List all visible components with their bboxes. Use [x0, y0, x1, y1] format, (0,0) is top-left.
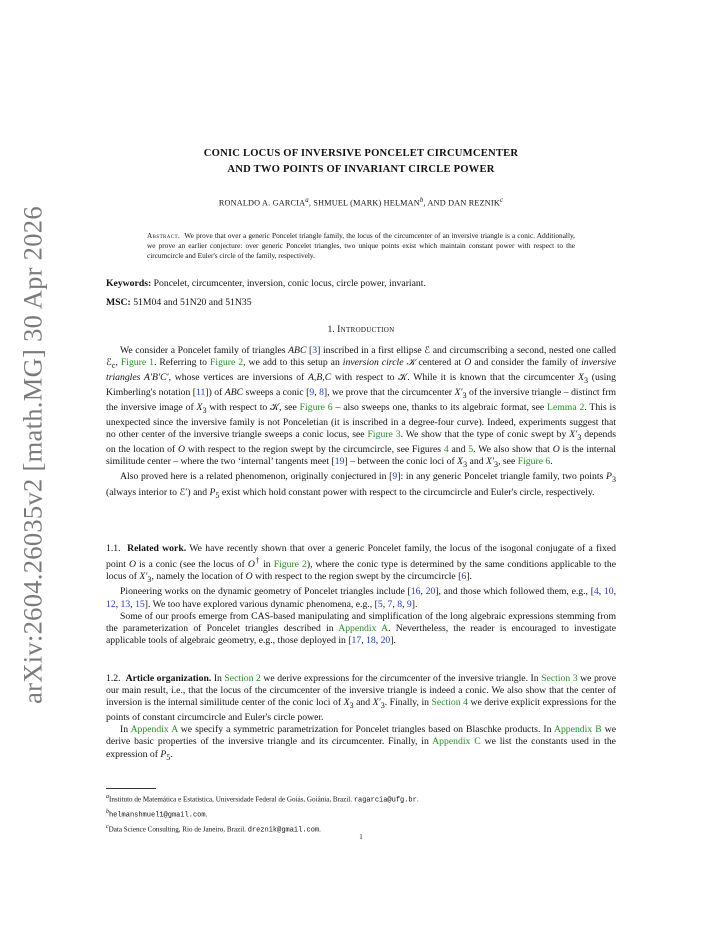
citation-link[interactable]: 15: [135, 598, 145, 610]
citation-link[interactable]: 3: [312, 345, 318, 356]
figure-4-link[interactable]: 4: [443, 444, 449, 456]
pioneering-paragraph: Pioneering works on the dynamic geometry of Poncelet triangles include [16, 20], and those which followed them, e.g., [4, 10, 12, 13, 15]. We too have explored various dynamic phenomena, e.g., [5, 7, 8, 9].: [106, 586, 617, 610]
msc-codes: [106, 297, 616, 308]
author-3-mark: c: [499, 197, 504, 204]
citation-link[interactable]: 9: [392, 471, 398, 483]
citation-link[interactable]: 11: [196, 387, 206, 399]
subsection-1-2-title: Article organization.: [125, 673, 212, 684]
footnote-rule: [106, 788, 156, 789]
lemma-2-link[interactable]: Lemma 2: [547, 402, 585, 414]
author-2: , SHMUEL (MARK) HELMAN: [308, 198, 420, 208]
figure-2-link[interactable]: Figure 2: [273, 559, 307, 571]
abstract-heading: Abstract.: [147, 231, 181, 240]
citation-link[interactable]: 6: [461, 571, 467, 583]
subsection-1-2-number: 1.2.: [106, 673, 121, 684]
citation-link[interactable]: 10: [603, 586, 614, 598]
organization-paragraph: 1.2. Article organization. In Section 2 we derive expressions for the circumcenter of the inversive triangle. In Section 3 we prove our main result, i.e., that the locus of the circumcenter of the inversive triangle is indeed a conic. We also show that the center of inversion is the internal similitude center of the conic loci of $X_3$ and $X'_3$. Finally, in Section 4 we derive explicit expressions for the points of constant circumcircle and Euler's circle power.: [106, 673, 616, 724]
email-link[interactable]: ragarcia@ufg.br: [353, 796, 417, 805]
section-1-number: 1.: [327, 324, 335, 335]
citation-link[interactable]: 13: [120, 598, 131, 610]
keywords-label: Keywords:: [106, 278, 152, 289]
related-work-body: [106, 543, 616, 647]
citation-link[interactable]: 12: [106, 598, 116, 610]
citation-link[interactable]: 4: [593, 586, 599, 598]
author-list: [106, 197, 616, 208]
email-link[interactable]: dreznik@gmail.com: [247, 826, 320, 835]
introduction-body: [106, 345, 616, 502]
citation-link[interactable]: 17: [351, 634, 362, 646]
footnotes: [106, 792, 616, 837]
footnote-a: $^a$Instituto de Matemática e Estatística, Universidade Federal de Goiás, Goiânia, Brazil. ragarcia@ufg.br.: [106, 794, 419, 805]
intro-paragraph-1: We consider a Poncelet family of triangles ABC [3] inscribed in a first ellipse ℰ and circumscribing a second, nested one called ℰ$_c$, Figure 1. Referring to Figure 2, we add to this setup an inversion circle 𝒦 centered at O and consider the family of inversive triangles A′B′C′, whose vertices are inversions of A,B,C with respect to 𝒦. While it is known that the circumcenter $X_3$ (using Kimberling's notation [11]) of ABC sweeps a conic [9, 8], we prove that the circumcenter $X'_3$ of the inversive triangle – distinct frm the inversive image of $X_3$ with respect to 𝒦, see Figure 6 – also sweeps one, thanks to its algebraic format, see Lemma 2. This is unexpected since the inversive family is not Ponceletian (it is inscribed in a degree-four curve). Indeed, experiments suggest that no other center of the inversive triangle sweeps a conic locus, see Figure 3. We show that the type of conic swept by $X'_3$ depends on the location of O with respect to the region swept by the circumcircle, see Figures 4 and 5. We also show that O is the internal similitude center – where the two ‘internal’ tangents meet [19] – between the conic loci of $X_3$ and $X'_3$, see Figure 6.: [106, 345, 617, 470]
keywords-text: Poncelet, circumcenter, inversion, conic locus, circle power, invariant.: [153, 278, 426, 289]
msc-label: MSC:: [106, 297, 131, 308]
footnote-b: $^b$helmanshmuel1@gmail.com.: [106, 808, 208, 820]
appendix-paragraph: In Appendix A we specify a symmetric parametrization for Poncelet triangles based on Blaschke products. In Appendix B we derive basic properties of the inversive triangle and its circumcenter. Finally, in Appendix C we list the constants used in the expression of $P_5$.: [106, 724, 616, 762]
arxiv-stamp: [10, 206, 56, 704]
figure-3-link[interactable]: Figure 3: [367, 429, 401, 441]
citation-link[interactable]: 5: [377, 598, 383, 610]
page-number: 1: [359, 833, 363, 841]
msc-text: 51M04 and 51N20 and 51N35: [133, 297, 252, 308]
intro-paragraph-2: Also proved here is a related phenomenon, originally conjectured in [9]: in any generic Poncelet triangle family, two points $P_3$ (always interior to ℰ′) and $P_5$ exist which hold constant power with respect to the circumcircle and Euler's circle, respectively.: [106, 471, 617, 500]
appendix-b-link[interactable]: Appendix B: [553, 724, 602, 736]
article-organization-body: [106, 673, 616, 764]
author-2-mark: b: [419, 197, 424, 204]
citation-link[interactable]: 9: [406, 598, 412, 610]
citation-link[interactable]: 16: [410, 586, 421, 598]
abstract: [147, 231, 575, 262]
section-4-link[interactable]: Section 4: [431, 697, 468, 709]
keywords: [106, 278, 616, 289]
email-link[interactable]: helmanshmuel1@gmail.com: [108, 811, 206, 820]
subsection-1-1-number: 1.1.: [106, 543, 121, 554]
title-line-2: AND TWO POINTS OF INVARIANT CIRCLE POWER: [227, 163, 495, 175]
figure-6-link[interactable]: Figure 6: [517, 456, 551, 468]
citation-link[interactable]: 9: [309, 387, 315, 399]
section-1-title: Introduction: [337, 324, 395, 335]
citation-link[interactable]: 20: [425, 586, 436, 598]
citation-link[interactable]: 8: [319, 387, 324, 399]
paper-title: [106, 146, 616, 177]
subsection-1-1-title: Related work.: [127, 543, 187, 554]
appendix-c-link[interactable]: Appendix C: [432, 736, 481, 748]
figure-5-link[interactable]: 5: [468, 444, 474, 456]
citation-link[interactable]: 19: [334, 456, 345, 468]
figure-1-link[interactable]: Figure 1: [120, 357, 154, 369]
figure-6-link[interactable]: Figure 6: [299, 402, 333, 414]
citation-link[interactable]: 7: [387, 598, 393, 610]
citation-link[interactable]: 20: [380, 634, 391, 646]
author-3: , AND DAN REZNIK: [423, 198, 500, 208]
citation-link[interactable]: 18: [366, 634, 376, 646]
author-1-mark: a: [305, 197, 309, 204]
related-work-paragraph: 1.1. Related work. We have recently shown that over a generic Poncelet family, the locus of the isogonal conjugate of a fixed point O is a conic (see the locus of O† in Figure 2), where the conic type is determined by the same conditions applicable to the locus of $X'_3$, namely the location of O with respect to the region swept by the circumcircle [6].: [106, 543, 617, 585]
figure-2-link[interactable]: Figure 2: [210, 357, 244, 369]
citation-link[interactable]: 8: [397, 598, 403, 610]
appendix-a-link[interactable]: Appendix A: [338, 622, 389, 634]
title-line-1: CONIC LOCUS OF INVERSIVE PONCELET CIRCUMCENTER: [203, 148, 519, 159]
arxiv-stamp-text: arXiv:2604.26035v2 [math.MG] 30 Apr 2026: [17, 206, 48, 704]
section-1-heading: [106, 324, 616, 335]
proofs-paragraph: Some of our proofs emerge from CAS-based manipulating and simplification of the long algebraic expressions stemming from the parameterization of Poncelet triangles described in Appendix A. Nevertheless, the reader is encouraged to investigate applicable tools of algebraic geometry, e.g., those deployed in [17, 18, 20].: [106, 610, 616, 646]
section-3-link[interactable]: Section 3: [541, 673, 578, 684]
appendix-a-link[interactable]: Appendix A: [130, 724, 178, 736]
section-2-link[interactable]: Section 2: [224, 673, 261, 684]
author-1: RONALDO A. GARCIA: [218, 198, 306, 208]
abstract-text: We prove that over a generic Poncelet triangle family, the locus of the circumcenter of an inversive triangle is a conic. Additionally, we prove an earlier conjecture: over generic Poncelet triangles, two unique points exist which maintain constant power with respect to the circumcircle and Euler's circle of the family, respectively.: [147, 231, 575, 261]
footnote-c: $^c$Data Science Consulting, Rio de Janeiro, Brazil. dreznik@gmail.com.: [106, 823, 321, 835]
